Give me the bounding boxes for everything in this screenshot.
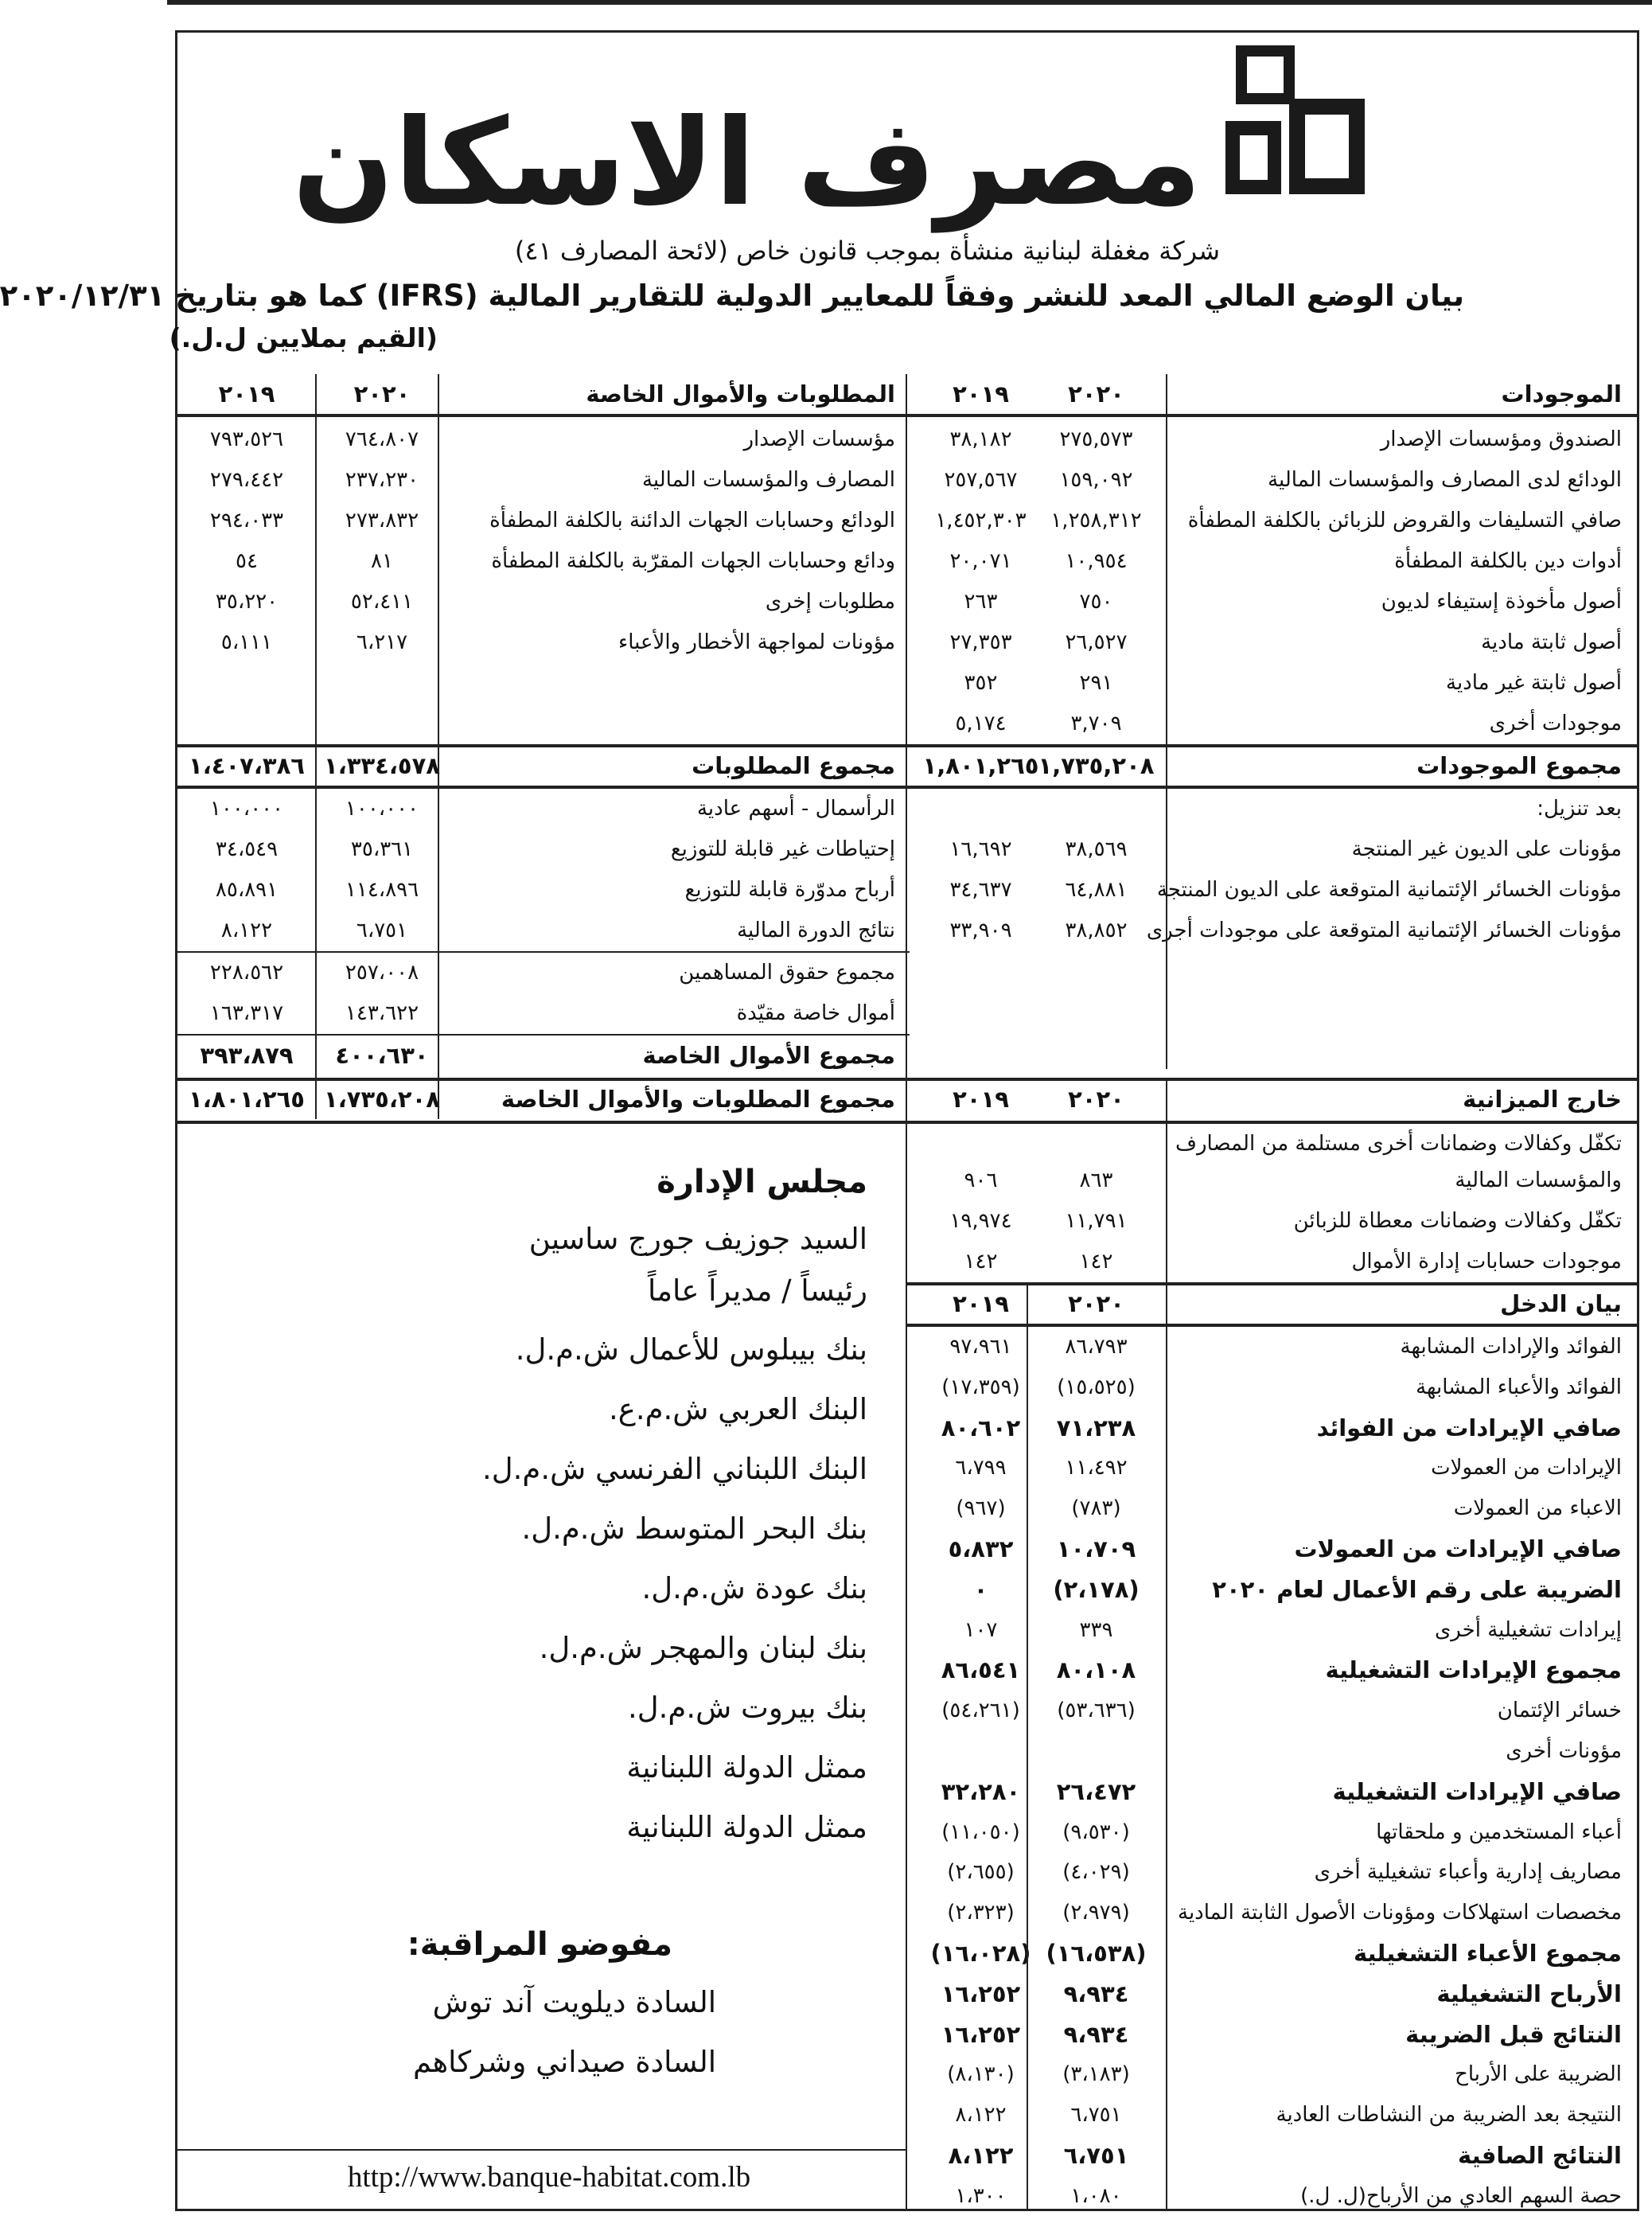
income-row-2020: (٢،١٧٨) — [1053, 1575, 1140, 1603]
income-row-label: إيرادات تشغيلية أخرى — [1434, 1617, 1622, 1642]
deduct-row-2019: ٣٤,٦٣٧ — [949, 878, 1012, 902]
off-balance-title: خارج الميزانية — [1463, 1086, 1622, 1113]
off-balance-row1-line1: تكفّل وكفالات وضمانات أخرى مستلمة من المصارف — [1175, 1132, 1622, 1156]
liability-row-label: ودائع وحسابات الجهات المقرّبة بالكلفة المطفأة — [491, 549, 895, 573]
asset-row-2020: ١٥٩,٠٩٢ — [1059, 468, 1133, 492]
income-row-label: مجموع الأعباء التشغيلية — [1353, 1940, 1622, 1967]
asset-row-label: أدوات دين بالكلفة المطفأة — [1394, 549, 1622, 573]
board-title: مجلس الإدارة — [657, 1164, 867, 1200]
income-year-rule — [1027, 1282, 1028, 2209]
assets-title: الموجودات — [1501, 380, 1622, 408]
liability-row-label: الودائع وحسابات الجهات الدائنة بالكلفة المطفأة — [489, 509, 895, 532]
website-url[interactable]: http://www.banque-habitat.com.lb — [347, 2161, 751, 2194]
income-row-label: أعباء المستخدمين و ملحقاتها — [1376, 1820, 1622, 1844]
income-row-2020: (٤،٠٢٩) — [1062, 1860, 1130, 1885]
income-row-2019: ٦،٧٩٩ — [955, 1456, 1007, 1480]
bank-logo-text: مصرف الاسكان — [292, 94, 1202, 232]
asset-row-2019: ٢٧,٣٥٣ — [949, 630, 1012, 654]
liability-row-label: مؤونات لمواجهة الأخطار والأعباء — [618, 630, 895, 654]
company-note: شركة مغفلة لبنانية منشأة بموجب قانون خاص (لائحة المصارف ٤١) — [514, 236, 1221, 266]
equity-row-2020: ١٠٠،٠٠٠ — [345, 797, 419, 821]
income-row-label: الفوائد والأعباء المشابهة — [1416, 1375, 1622, 1399]
equity-row-label: أرباح مدوّرة قابلة للتوزيع — [684, 878, 895, 902]
liabilities-title: المطلوبات والأموال الخاصة — [586, 380, 895, 408]
asset-row-2020: ١,٢٥٨,٣١٢ — [1050, 509, 1142, 532]
deduct-row-label: مؤونات على الديون غير المنتجة — [1351, 837, 1622, 861]
equity-row-2020: ٣٥،٣٦١ — [350, 837, 414, 861]
off-balance-year-2019: ٢٠١٩ — [953, 1086, 1009, 1113]
board-member: بنك لبنان والمهجر ش.م.ل. — [539, 1631, 867, 1665]
income-row-2020: (٣،١٨٣) — [1062, 2062, 1130, 2087]
board-member: البنك العربي ش.م.ع. — [609, 1392, 867, 1426]
income-row-2019: ٨٦،٥٤١ — [941, 1656, 1021, 1684]
grand-total-label: مجموع المطلوبات والأموال الخاصة — [501, 1086, 895, 1113]
board-member: البنك اللبناني الفرنسي ش.م.ل. — [482, 1452, 867, 1486]
asset-row-label: الودائع لدى المصارف والمؤسسات المالية — [1268, 468, 1622, 492]
income-row-label: النتائج الصافية — [1458, 2142, 1622, 2169]
restricted-label: أموال خاصة مقيّدة — [736, 1001, 895, 1025]
income-row-2020: (٩،٥٣٠) — [1062, 1820, 1130, 1844]
shareholders-label: مجموع حقوق المساهمين — [679, 961, 895, 985]
income-row-2019: ٩٧،٩٦١ — [949, 1335, 1012, 1359]
board-member: ممثل الدولة اللبنانية — [626, 1810, 867, 1844]
income-row-2019: ٥،٨٣٢ — [948, 1535, 1014, 1562]
restricted-2020: ١٤٣،٦٢٢ — [345, 1001, 419, 1025]
equity-row-label: نتائج الدورة المالية — [737, 919, 895, 942]
income-year-2019: ٢٠١٩ — [953, 1290, 1009, 1317]
liability-row-2020: ٥٢،٤١١ — [350, 590, 414, 614]
income-row-2019: (٥٤،٢٦١) — [941, 1699, 1020, 1723]
asset-row-2020: ٧٥٠ — [1079, 590, 1113, 614]
income-row-2020: ١،٠٨٠ — [1070, 2183, 1122, 2208]
income-row-2019: ٠ — [973, 1575, 988, 1603]
liability-row-2019: ٥،١١١ — [220, 630, 273, 654]
income-row-2020: (٥٣،٦٣٦) — [1057, 1699, 1136, 1723]
income-row-label: الضريبة على رقم الأعمال لعام ٢٠٢٠ — [1212, 1575, 1622, 1603]
income-row-2019: (١٧،٣٥٩) — [941, 1375, 1020, 1399]
income-row-2020: ١٠،٧٠٩ — [1056, 1535, 1136, 1562]
grand-total-2020: ١،٧٣٥،٢٠٨ — [324, 1086, 440, 1113]
center-rule — [906, 374, 907, 2209]
income-row-2019: (٩٦٧) — [956, 1496, 1006, 1521]
income-row-2019: ٨،١٢٢ — [955, 2103, 1007, 2128]
income-row-label: مؤونات أخرى — [1506, 1739, 1622, 1763]
assets-total-label: مجموع الموجودات — [1416, 752, 1622, 779]
equity-row-label: الرأسمال - أسهم عادية — [696, 797, 895, 821]
off-balance-row-2019: ١٤٢ — [964, 1250, 998, 1274]
income-row-label: الفوائد والإرادات المشابهة — [1400, 1335, 1622, 1359]
income-row-label: حصة السهم العادي من الأرباح(ل. ل.) — [1300, 2183, 1622, 2208]
income-row-2020: ٦،٧٥١ — [1063, 2142, 1129, 2169]
off-balance-row1-line2: والمؤسسات المالية — [1455, 1168, 1622, 1192]
deduct-row-label: مؤونات الخسائر الإئتمانية المتوقعة على الديون المنتجة — [1156, 878, 1622, 902]
asset-row-label: موجودات أخرى — [1489, 712, 1622, 735]
off-balance-row-2019: ١٩,٩٧٤ — [949, 1209, 1012, 1233]
liability-row-2019: ٣٥،٢٢٠ — [215, 590, 279, 614]
liabilities-total-label: مجموع المطلوبات — [692, 752, 895, 779]
board-member: بنك البحر المتوسط ش.م.ل. — [521, 1512, 867, 1546]
grand-total-2019: ١،٨٠١،٢٦٥ — [189, 1086, 305, 1113]
asset-row-2019: ١,٤٥٢,٣٠٣ — [935, 509, 1027, 532]
off-balance-row-label: موجودات حسابات إدارة الأموال — [1351, 1250, 1622, 1274]
income-row-2020: ٨٠،١٠٨ — [1056, 1656, 1136, 1684]
asset-row-2019: ٣٥٢ — [964, 671, 998, 695]
income-row-2019: ١٦،٢٥٢ — [941, 1980, 1021, 2007]
board-chairman-role: رئيساً / مديراً عاماً — [647, 1274, 867, 1308]
off-balance-row-label: تكفّل وكفالات وضمانات معطاة للزبائن — [1293, 1209, 1622, 1233]
income-label-rule — [1166, 1078, 1167, 2209]
income-row-2019: ٨،١٢٢ — [948, 2142, 1014, 2169]
restricted-2019: ١٦٣،٣١٧ — [209, 1001, 284, 1025]
off-balance-row1-2020: ٨٦٣ — [1079, 1168, 1113, 1192]
income-row-2020: (١٥،٥٢٥) — [1057, 1375, 1136, 1399]
equity-row-2019: ١٠٠،٠٠٠ — [209, 797, 284, 821]
board-member: ممثل الدولة اللبنانية — [626, 1750, 867, 1785]
liabilities-label-rule — [438, 374, 439, 1119]
assets-total-2020: ١,٧٣٥,٢٠٨ — [1038, 752, 1155, 779]
board-member: بنك عودة ش.م.ل. — [641, 1571, 867, 1605]
asset-row-label: أصول مأخوذة إستيفاء لديون — [1381, 590, 1622, 614]
income-row-label: صافي الإيرادات من العمولات — [1294, 1535, 1622, 1562]
income-row-label: مصاريف إدارية وأعباء تشغيلية أخرى — [1314, 1860, 1622, 1885]
income-row-label: مخصصات استهلاكات ومؤونات الأصول الثابتة المادية — [1178, 1901, 1622, 1925]
liabilities-year-2020: ٢٠٢٠ — [353, 380, 411, 408]
income-row-2020: ٩،٩٣٤ — [1063, 2020, 1129, 2048]
asset-row-label: الصندوق ومؤسسات الإصدار — [1380, 427, 1622, 451]
income-row-label: مجموع الإيرادات التشغيلية — [1325, 1656, 1622, 1684]
auditor-name: السادة ديلويت آند توش — [432, 1985, 716, 2019]
bank-logo-icon — [1218, 49, 1369, 201]
liability-row-2020: ٧٦٤،٨٠٧ — [345, 427, 419, 451]
asset-row-2019: ٢٦٣ — [964, 590, 998, 614]
liability-row-2019: ٢٧٩،٤٤٢ — [209, 468, 284, 492]
asset-row-2019: ٢٥٧,٥٦٧ — [944, 468, 1018, 492]
deduct-row-label: مؤونات الخسائر الإئتمانية المتوقعة على موجودات أجرى — [1146, 919, 1622, 942]
off-balance-year-2020: ٢٠٢٠ — [1068, 1086, 1124, 1113]
deduct-row-2019: ١٦,٦٩٢ — [949, 837, 1012, 861]
equity-row-label: إحتياطات غير قابلة للتوزيع — [670, 837, 895, 861]
income-row-2019: ١٠٧ — [964, 1617, 998, 1642]
liability-row-2020: ٢٣٧،٢٣٠ — [345, 468, 419, 492]
income-row-2019: (٢،٦٥٥) — [947, 1860, 1015, 1885]
assets-label-rule — [1166, 374, 1167, 1069]
deduct-title: بعد تنزيل: — [1537, 797, 1622, 821]
shareholders-2020: ٢٥٧،٠٠٨ — [345, 961, 419, 985]
income-row-2020: ٩،٩٣٤ — [1063, 1980, 1129, 2007]
board-chairman: السيد جوزيف جورج ساسين — [528, 1222, 867, 1256]
liability-row-label: المصارف والمؤسسات المالية — [641, 468, 895, 492]
income-row-2020: (٧٨٣) — [1071, 1496, 1121, 1521]
income-row-2020: (٢،٩٧٩) — [1062, 1901, 1130, 1925]
income-row-2020: ٢٦،٤٧٢ — [1056, 1777, 1136, 1805]
deduct-row-2019: ٣٣,٩٠٩ — [949, 919, 1012, 942]
url-rule — [177, 2149, 907, 2151]
equity-total-label: مجموع الأموال الخاصة — [642, 1042, 895, 1069]
liabilities-year-rule — [315, 374, 317, 1119]
liability-row-label: مطلوبات إخرى — [765, 590, 895, 614]
assets-total-2019: ١,٨٠١,٢٦٥ — [922, 752, 1039, 779]
income-row-2020: ٨٦،٧٩٣ — [1065, 1335, 1128, 1359]
asset-row-2020: ١٠,٩٥٤ — [1065, 549, 1128, 573]
deduct-row-2020: ٣٨,٥٦٩ — [1065, 837, 1128, 861]
top-rule — [167, 0, 1652, 5]
assets-year-2019: ٢٠١٩ — [953, 380, 1009, 408]
income-row-label: صافي الإيرادات التشغيلية — [1332, 1777, 1622, 1805]
deduct-row-2020: ٣٨,٨٥٢ — [1065, 919, 1128, 942]
deduct-row-2020: ٦٤,٨٨١ — [1065, 878, 1128, 902]
asset-row-2019: ٣٨,١٨٢ — [949, 427, 1012, 451]
equity-total-2019: ٣٩٣،٨٧٩ — [200, 1042, 294, 1069]
liability-row-2019: ٢٩٤،٠٣٣ — [209, 509, 284, 532]
statement-title: بيان الوضع المالي المعد للنشر وفقاً للمعايير الدولية للتقارير المالية (IFRS) كما هو بتاريخ ٢٠٢٠/١٢/٣١ — [0, 279, 1464, 313]
income-row-2020: ١١،٤٩٢ — [1065, 1456, 1128, 1480]
income-row-2020: ٣٣٩ — [1079, 1617, 1113, 1642]
income-row-2020: ٦،٧٥١ — [1070, 2103, 1122, 2128]
liabilities-year-2019: ٢٠١٩ — [218, 380, 275, 408]
equity-row-2019: ٨٥،٨٩١ — [215, 878, 279, 902]
off-balance-row-2020: ١٤٢ — [1079, 1250, 1113, 1274]
asset-row-2020: ٢٦,٥٢٧ — [1065, 630, 1128, 654]
income-row-2019 — [911, 1731, 1050, 1771]
income-row-label: الضريبة على الأرباح — [1455, 2062, 1622, 2087]
liability-row-2020: ٦،٢١٧ — [356, 630, 408, 654]
assets-year-2020: ٢٠٢٠ — [1068, 380, 1124, 408]
income-row-2019: ٨٠،٦٠٢ — [941, 1414, 1021, 1441]
asset-row-2019: ٥,١٧٤ — [955, 712, 1007, 735]
income-row-label: الإيرادات من العمولات — [1431, 1456, 1622, 1480]
equity-row-2019: ٨،١٢٢ — [220, 919, 273, 942]
off-balance-row1-2019: ٩٠٦ — [964, 1168, 998, 1192]
asset-row-2020: ٢٧٥,٥٧٣ — [1059, 427, 1133, 451]
asset-row-label: أصول ثابتة غير مادية — [1446, 671, 1622, 695]
income-title: بيان الدخل — [1500, 1290, 1622, 1317]
equity-row-2019: ٣٤،٥٤٩ — [215, 837, 279, 861]
asset-row-2020: ٢٩١ — [1079, 671, 1113, 695]
income-row-2020: (١٦،٥٣٨) — [1046, 1940, 1147, 1967]
auditor-name: السادة صيداني وشركاهم — [413, 2045, 716, 2079]
liability-row-2020: ٢٧٣،٨٣٢ — [345, 509, 419, 532]
income-row-2020: ٧١،٢٣٨ — [1056, 1414, 1136, 1441]
income-row-label: الاعباء من العمولات — [1453, 1496, 1622, 1521]
liability-row-2020: ٨١ — [371, 549, 393, 573]
asset-row-label: صافي التسليفات والقروض للزبائن بالكلفة المطفأة — [1187, 509, 1622, 532]
income-row-2019: (٢،٣٢٣) — [947, 1901, 1015, 1925]
income-row-label: الأرباح التشغيلية — [1436, 1980, 1622, 2007]
board-member: بنك بيبلوس للأعمال ش.م.ل. — [515, 1332, 867, 1367]
liability-row-2019: ٥٤ — [236, 549, 258, 573]
income-row-2019: (١٦،٠٢٨) — [930, 1940, 1031, 1967]
shareholders-2019: ٢٢٨،٥٦٢ — [209, 961, 284, 985]
liability-row-label: مؤسسات الإصدار — [743, 427, 895, 451]
off-balance-row-2020: ١١,٧٩١ — [1065, 1209, 1128, 1233]
income-row-2019: (١١،٠٥٠) — [941, 1820, 1020, 1844]
auditors-title: مفوضو المراقبة: — [407, 1926, 672, 1963]
income-row-2019: ١،٣٠٠ — [955, 2183, 1007, 2208]
liability-row-2019: ٧٩٣،٥٢٦ — [209, 427, 284, 451]
asset-row-label: أصول ثابتة مادية — [1481, 630, 1622, 654]
income-year-2020: ٢٠٢٠ — [1068, 1290, 1124, 1317]
equity-row-2020: ٦،٧٥١ — [356, 919, 408, 942]
equity-total-2020: ٤٠٠،٦٣٠ — [335, 1042, 429, 1069]
income-row-2019: ٣٢،٢٨٠ — [941, 1777, 1021, 1805]
board-member: بنك بيروت ش.م.ل. — [628, 1691, 867, 1725]
income-row-label: خسائر الإئتمان — [1497, 1699, 1622, 1723]
asset-row-2019: ٢٠,٠٧١ — [949, 549, 1012, 573]
income-row-2019: (٨،١٣٠) — [947, 2062, 1015, 2087]
income-row-2019: ١٦،٢٥٢ — [941, 2020, 1021, 2048]
unit-note: (القيم بملايين ل.ل.) — [169, 322, 438, 353]
equity-row-2020: ١١٤،٨٩٦ — [345, 878, 419, 902]
asset-row-2020: ٣,٧٠٩ — [1070, 712, 1122, 735]
income-row-label: النتيجة بعد الضريبة من النشاطات العادية — [1276, 2103, 1622, 2128]
header-rule — [177, 414, 1637, 417]
income-row-label: صافي الإيرادات من الفوائد — [1316, 1414, 1622, 1441]
liabilities-total-2019: ١،٤٠٧،٣٨٦ — [189, 752, 305, 779]
income-row-label: النتائج قبل الضريبة — [1405, 2020, 1622, 2048]
liabilities-total-2020: ١،٣٣٤،٥٧٨ — [324, 752, 440, 779]
